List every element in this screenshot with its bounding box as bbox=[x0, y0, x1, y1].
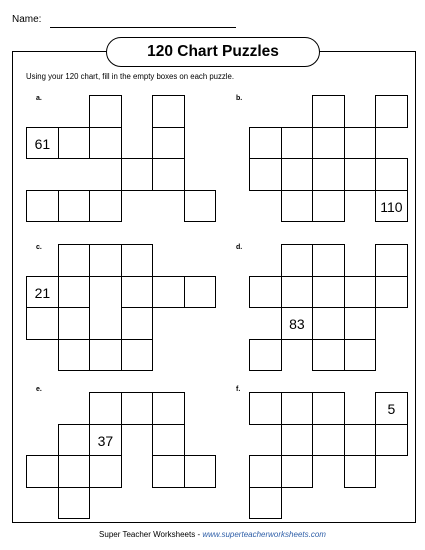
empty-cell[interactable] bbox=[312, 276, 345, 309]
empty-cell[interactable] bbox=[312, 190, 345, 223]
empty-cell[interactable] bbox=[58, 339, 91, 372]
empty-cell[interactable] bbox=[58, 276, 91, 309]
empty-cell[interactable] bbox=[152, 455, 185, 488]
empty-cell[interactable] bbox=[312, 424, 345, 457]
name-label: Name: bbox=[12, 14, 42, 25]
empty-cell[interactable] bbox=[121, 158, 154, 191]
puzzle-label: d. bbox=[236, 244, 243, 251]
clue-cell bbox=[281, 307, 314, 340]
empty-cell[interactable] bbox=[152, 392, 185, 425]
empty-cell[interactable] bbox=[58, 455, 91, 488]
empty-cell[interactable] bbox=[58, 424, 91, 457]
empty-cell[interactable] bbox=[152, 424, 185, 457]
empty-cell[interactable] bbox=[26, 307, 59, 340]
empty-cell[interactable] bbox=[89, 127, 122, 160]
empty-cell[interactable] bbox=[152, 276, 185, 309]
empty-cell[interactable] bbox=[249, 127, 282, 160]
empty-cell[interactable] bbox=[121, 276, 154, 309]
empty-cell[interactable] bbox=[249, 158, 282, 191]
empty-cell[interactable] bbox=[344, 276, 377, 309]
empty-cell[interactable] bbox=[312, 392, 345, 425]
name-line bbox=[50, 27, 236, 28]
empty-cell[interactable] bbox=[375, 244, 408, 277]
empty-cell[interactable] bbox=[249, 276, 282, 309]
footer-url[interactable]: www.superteacherworksheets.com bbox=[202, 530, 326, 539]
empty-cell[interactable] bbox=[89, 95, 122, 128]
page-title: 120 Chart Puzzles bbox=[106, 37, 320, 67]
empty-cell[interactable] bbox=[344, 455, 377, 488]
empty-cell[interactable] bbox=[184, 455, 217, 488]
empty-cell[interactable] bbox=[375, 424, 408, 457]
empty-cell[interactable] bbox=[58, 244, 91, 277]
empty-cell[interactable] bbox=[121, 307, 154, 340]
empty-cell[interactable] bbox=[121, 244, 154, 277]
empty-cell[interactable] bbox=[249, 455, 282, 488]
empty-cell[interactable] bbox=[344, 424, 377, 457]
empty-cell[interactable] bbox=[249, 392, 282, 425]
empty-cell[interactable] bbox=[26, 190, 59, 223]
clue-cell bbox=[26, 276, 59, 309]
empty-cell[interactable] bbox=[281, 392, 314, 425]
empty-cell[interactable] bbox=[58, 127, 91, 160]
empty-cell[interactable] bbox=[249, 487, 282, 520]
empty-cell[interactable] bbox=[312, 307, 345, 340]
puzzle-label: a. bbox=[36, 95, 42, 102]
clue-number: 110 bbox=[380, 198, 403, 215]
empty-cell[interactable] bbox=[89, 339, 122, 372]
empty-cell[interactable] bbox=[281, 244, 314, 277]
puzzle-label: b. bbox=[236, 95, 243, 102]
clue-number: 83 bbox=[289, 316, 305, 332]
footer-brand: Super Teacher Worksheets bbox=[99, 530, 196, 539]
empty-cell[interactable] bbox=[89, 190, 122, 223]
clue-cell bbox=[375, 392, 408, 425]
empty-cell[interactable] bbox=[344, 307, 377, 340]
empty-cell[interactable] bbox=[152, 127, 185, 160]
empty-cell[interactable] bbox=[184, 276, 217, 309]
empty-cell[interactable] bbox=[58, 487, 91, 520]
instructions: Using your 120 chart, fill in the empty boxes on each puzzle. bbox=[26, 72, 235, 81]
empty-cell[interactable] bbox=[121, 339, 154, 372]
puzzle-label: e. bbox=[36, 386, 42, 393]
empty-cell[interactable] bbox=[281, 158, 314, 191]
empty-cell[interactable] bbox=[281, 127, 314, 160]
footer bbox=[0, 530, 425, 539]
empty-cell[interactable] bbox=[152, 95, 185, 128]
empty-cell[interactable] bbox=[58, 307, 91, 340]
empty-cell[interactable] bbox=[312, 158, 345, 191]
clue-number: 5 bbox=[387, 401, 396, 417]
empty-cell[interactable] bbox=[312, 339, 345, 372]
empty-cell[interactable] bbox=[312, 95, 345, 128]
empty-cell[interactable] bbox=[375, 276, 408, 309]
empty-cell[interactable] bbox=[344, 127, 377, 160]
empty-cell[interactable] bbox=[249, 339, 282, 372]
empty-cell[interactable] bbox=[89, 244, 122, 277]
empty-cell[interactable] bbox=[89, 455, 122, 488]
empty-cell[interactable] bbox=[184, 190, 217, 223]
empty-cell[interactable] bbox=[281, 455, 314, 488]
clue-number: 21 bbox=[34, 284, 51, 301]
clue-cell bbox=[89, 424, 122, 457]
empty-cell[interactable] bbox=[375, 95, 408, 128]
empty-cell[interactable] bbox=[26, 455, 59, 488]
footer-separator: - bbox=[195, 530, 203, 539]
empty-cell[interactable] bbox=[312, 244, 345, 277]
clue-number: 37 bbox=[97, 432, 114, 449]
empty-cell[interactable] bbox=[58, 190, 91, 223]
clue-number: 61 bbox=[34, 135, 51, 152]
empty-cell[interactable] bbox=[152, 158, 185, 191]
empty-cell[interactable] bbox=[121, 392, 154, 425]
puzzle-label: c. bbox=[36, 244, 42, 251]
empty-cell[interactable] bbox=[344, 158, 377, 191]
empty-cell[interactable] bbox=[89, 392, 122, 425]
empty-cell[interactable] bbox=[312, 127, 345, 160]
empty-cell[interactable] bbox=[344, 339, 377, 372]
puzzle-label: f. bbox=[236, 386, 241, 393]
empty-cell[interactable] bbox=[281, 424, 314, 457]
empty-cell[interactable] bbox=[281, 276, 314, 309]
empty-cell[interactable] bbox=[281, 190, 314, 223]
clue-cell bbox=[375, 190, 408, 223]
clue-cell bbox=[26, 127, 59, 160]
empty-cell[interactable] bbox=[375, 158, 408, 191]
